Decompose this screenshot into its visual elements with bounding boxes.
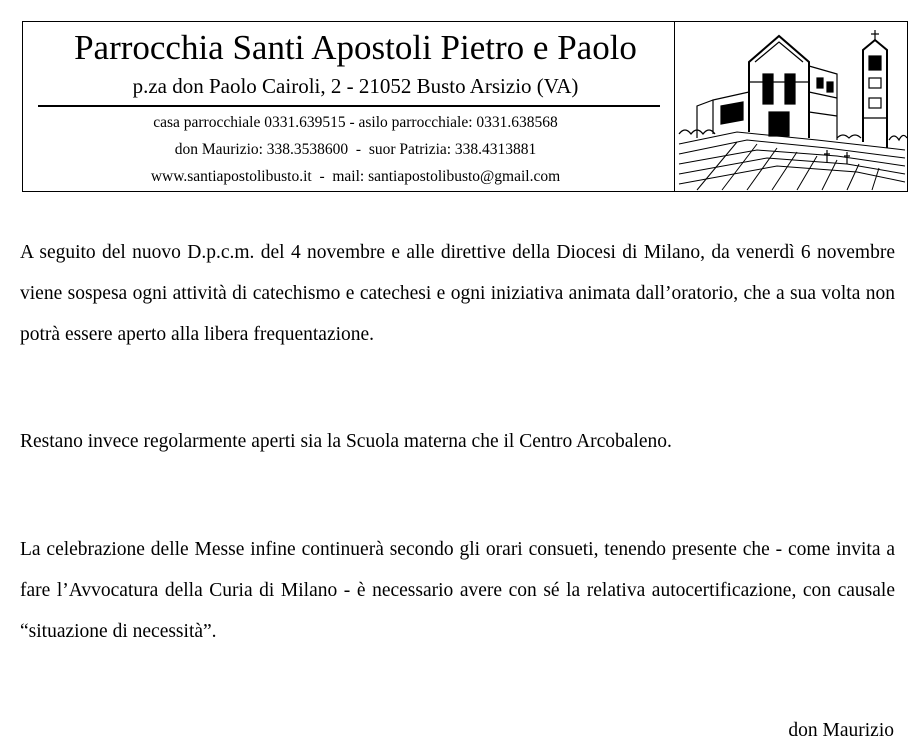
contact-clergy-line: don Maurizio: 338.3538600 - suor Patrizia: 338.4313881: [174, 141, 537, 158]
letterhead-text-block: [23, 22, 675, 191]
parish-name: Parrocchia Santi Apostoli Pietro e Paolo: [74, 28, 637, 67]
notice-paragraph-suspension: A seguito del nuovo D.p.c.m. del 4 novembre e alle direttive della Diocesi di Milano, da venerdì 6 novembre viene sospesa ogni attività di catechismo e catechesi e ogni iniziativa animata dall’oratorio, che a sua volta non potrà essere aperto alla libera frequentazione.: [20, 242, 895, 345]
notice-paragraph-masses: La celebrazione delle Messe infine continuerà secondo gli orari consueti, tenendo presente che - come invita a fare l’Avvocatura della Curia di Milano - è necessario avere con sé la relativa autocertificazione, con causale “situazione di necessità”.: [20, 539, 895, 642]
signature: don Maurizio: [788, 720, 894, 741]
contact-web-mail-line: www.santiapostolibusto.it - mail: santiapostolibusto@gmail.com: [150, 168, 561, 185]
letterhead-divider: [38, 105, 660, 107]
church-sketch-image: [677, 22, 907, 191]
letterhead: [22, 21, 908, 192]
parish-address: p.za don Paolo Cairoli, 2 - 21052 Busto Arsizio (VA): [132, 74, 579, 98]
notice-paragraph-open-services: Restano invece regolarmente aperti sia la Scuola materna che il Centro Arcobaleno.: [20, 431, 672, 452]
contact-phones-line: casa parrocchiale 0331.639515 - asilo parrocchiale: 0331.638568: [153, 114, 558, 131]
